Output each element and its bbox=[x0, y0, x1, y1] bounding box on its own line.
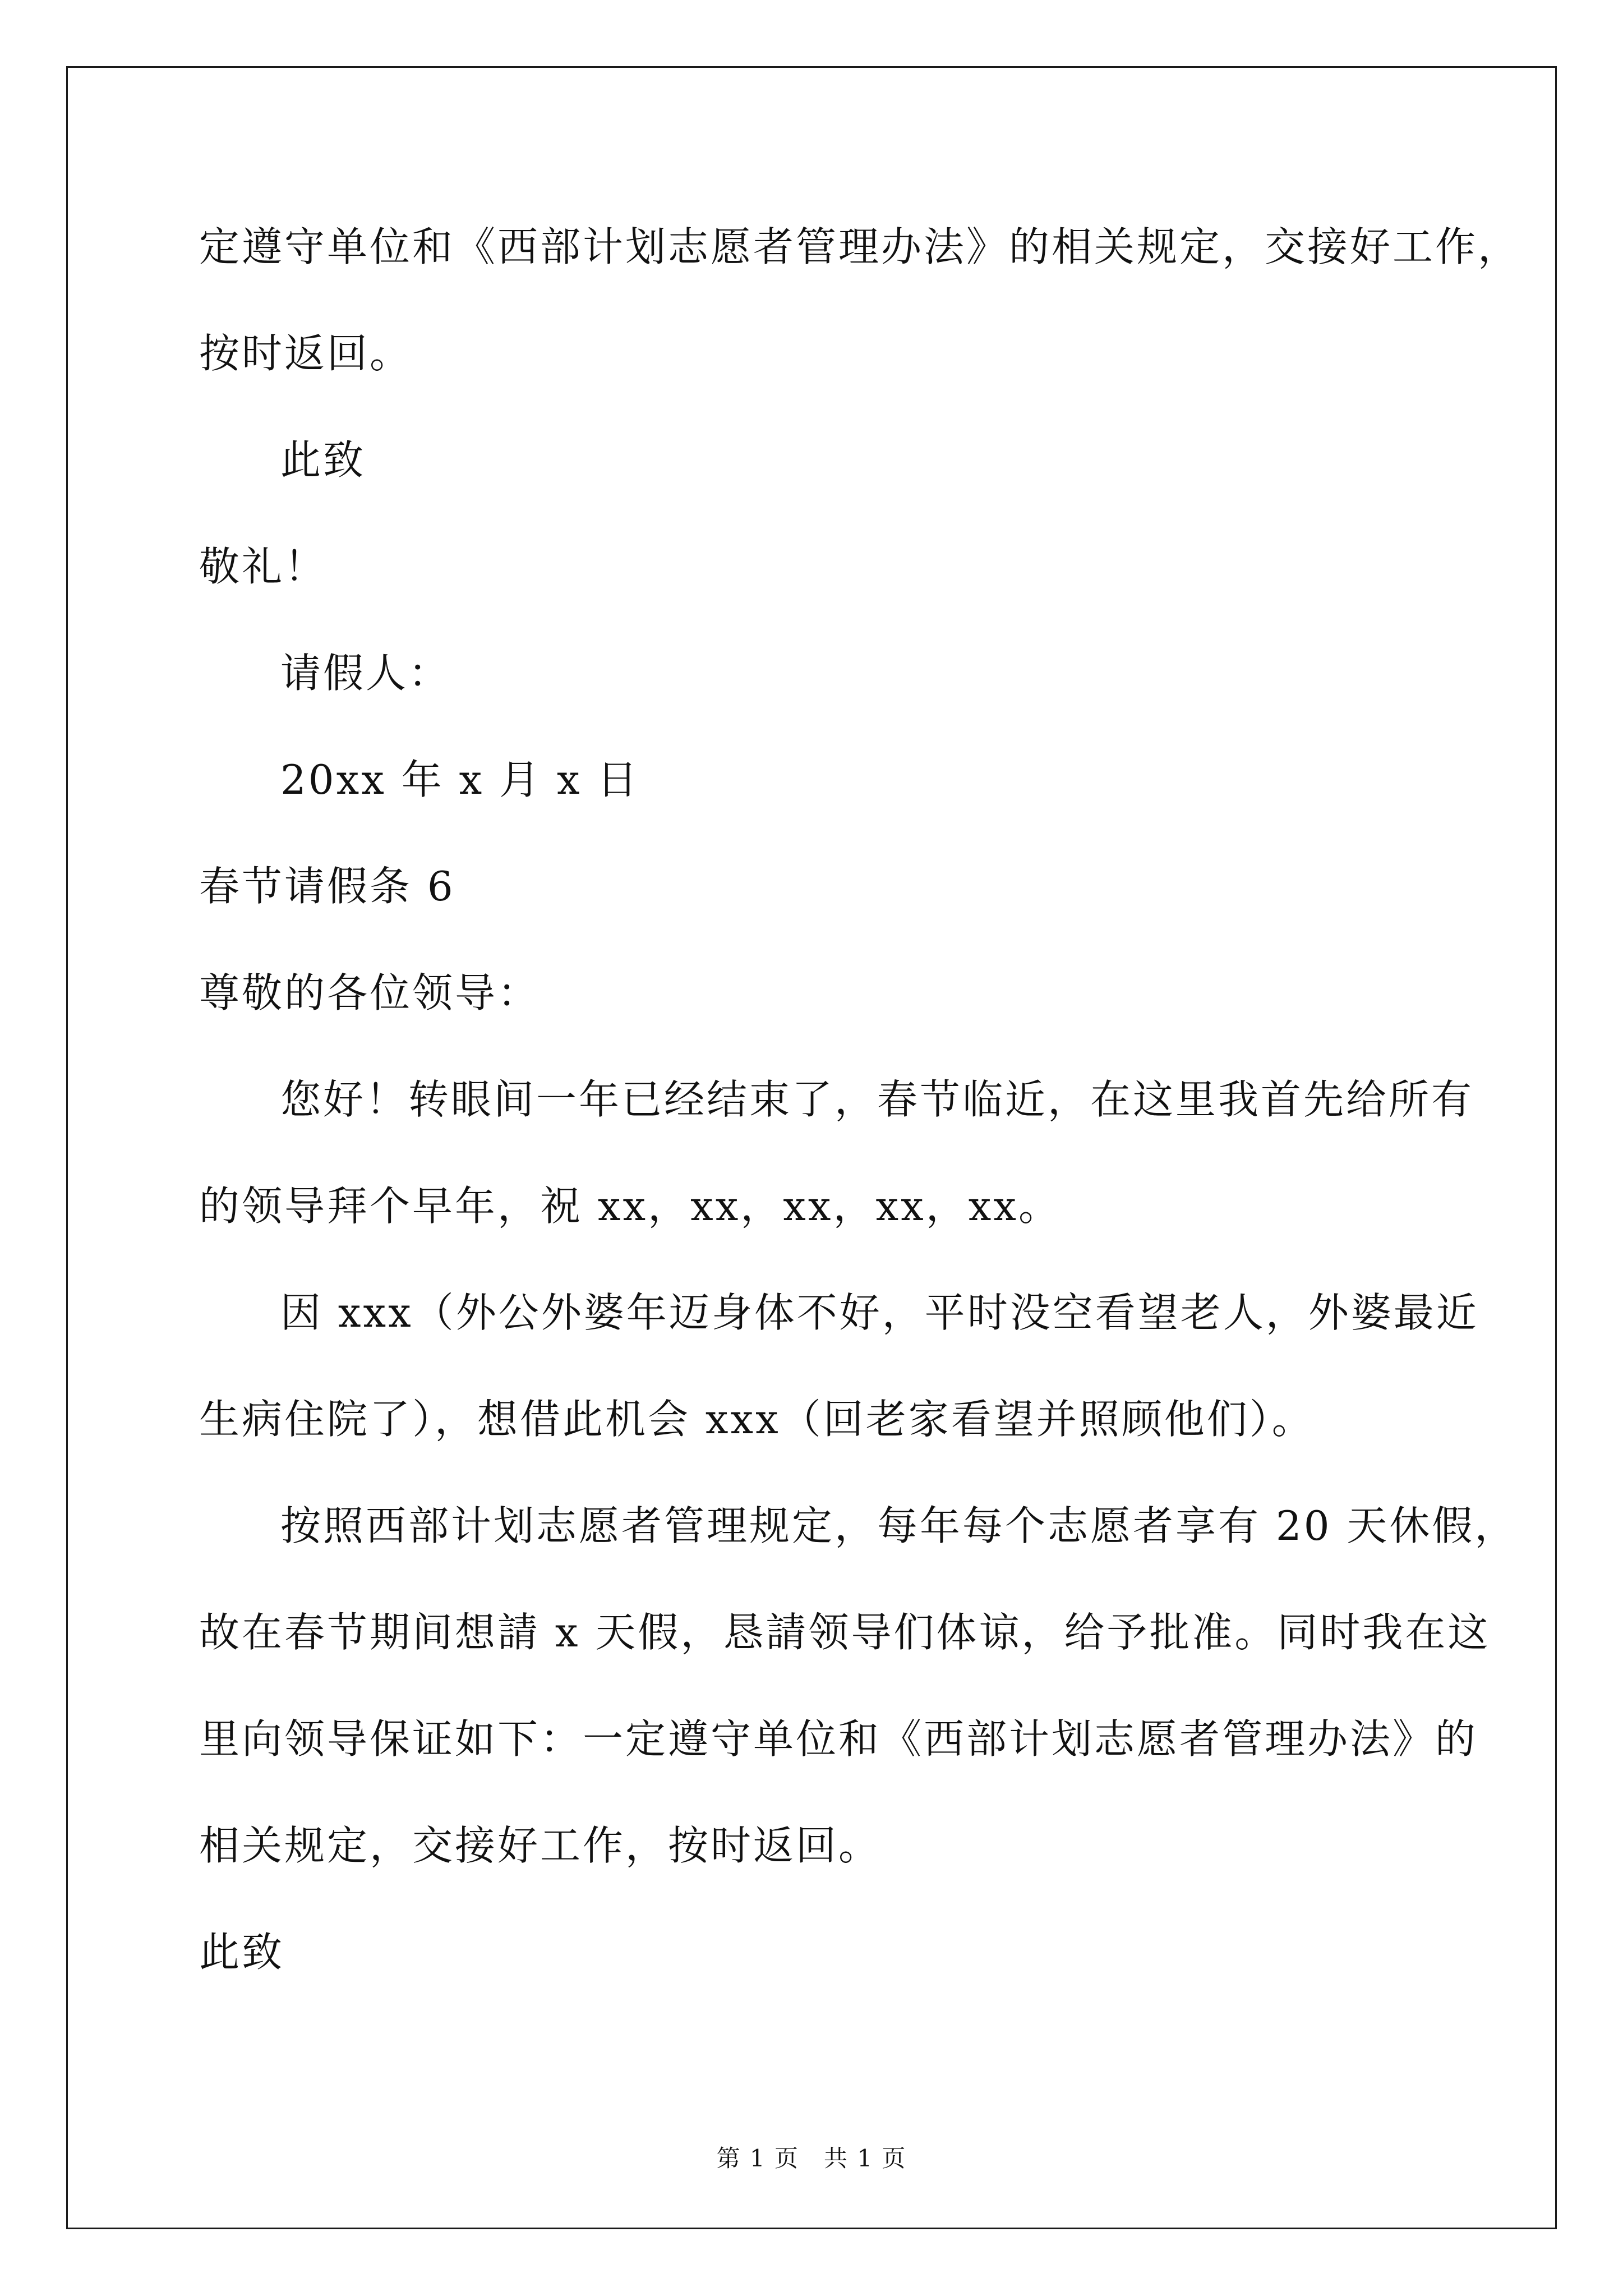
body-line: 定遵守单位和《西部计划志愿者管理办法》的相关规定，交接好工作， bbox=[199, 223, 1521, 270]
closing-respect: 敬礼！ bbox=[199, 543, 328, 590]
body-line: 生病住院了），想借此机会 xxx（回老家看望并照顾他们）。 bbox=[199, 1396, 1315, 1443]
signature-label: 请假人： bbox=[280, 650, 451, 697]
body-line: 按时返回。 bbox=[199, 330, 413, 377]
page-border bbox=[66, 66, 1557, 2229]
body-line: 故在春节期间想請 x 天假，恳請领导们体谅，给予批准。同时我在这 bbox=[199, 1609, 1491, 1656]
body-line: 按照西部计划志愿者管理规定，每年每个志愿者享有 20 天休假， bbox=[280, 1502, 1518, 1549]
body-line: 您好！转眼间一年已经结束了，春节临近，在这里我首先给所有 bbox=[280, 1076, 1474, 1123]
body-line: 因 xxx（外公外婆年迈身体不好，平时没空看望老人，外婆最近 bbox=[280, 1289, 1479, 1336]
closing-salutation: 此致 bbox=[199, 1929, 285, 1976]
greeting: 尊敬的各位领导： bbox=[199, 969, 541, 1016]
section-title: 春节请假条 6 bbox=[199, 863, 455, 910]
date-line: 20xx 年 x 月 x 日 bbox=[280, 756, 640, 803]
body-line: 的领导拜个早年，祝 xx，xx，xx，xx，xx。 bbox=[199, 1182, 1061, 1230]
body-line: 里向领导保证如下：一定遵守单位和《西部计划志愿者管理办法》的 bbox=[199, 1715, 1478, 1763]
closing-salutation: 此致 bbox=[280, 436, 366, 484]
body-line: 相关规定，交接好工作，按时返回。 bbox=[199, 1822, 882, 1869]
page-footer: 第 1 页 共 1 页 bbox=[716, 2145, 907, 2172]
